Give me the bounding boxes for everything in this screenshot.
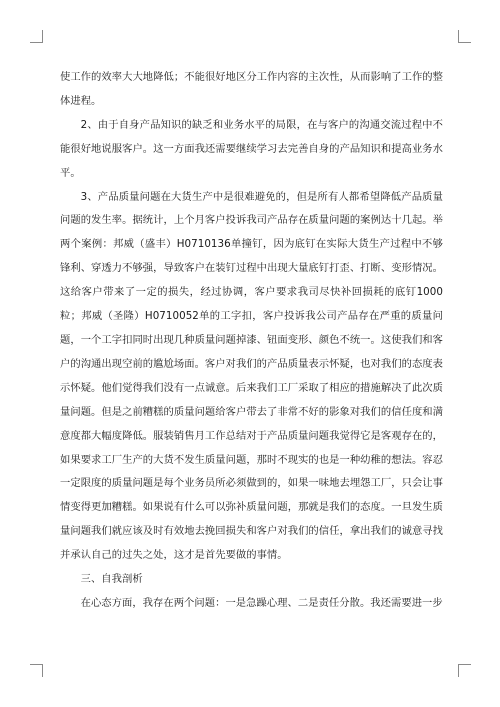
section-heading-self-analysis: 三、自我剖析 — [80, 573, 143, 586]
paragraph-continuation: 使工作的效率大大地降低；不能很好地区分工作内容的主次性，从而影响了工作的整体进程。 — [60, 71, 443, 107]
crop-mark-bottom-left — [30, 664, 43, 677]
document-body — [60, 66, 443, 616]
crop-mark-top-right — [458, 30, 471, 43]
paragraph-mindset: 在心态方面，我存在两个问题：一是急躁心理、二是责任分散。我还需要进一步 — [80, 596, 443, 609]
crop-mark-bottom-right — [458, 664, 471, 677]
paragraph-point-3: 3、产品质量问题在大货生产中是很难避免的，但是所有人都希望降低产品质量问题的发生率。据统计，上个月客户投诉我司产品存在质量问题的案例达十几起。举两个案例：邦威（盛丰）H0710136单撞钉，因为底钉在实际大货生产过程中不够锋利、穿透力不够强，导致客户在装钉过程中出现大量底钉打歪、打断、变形情况。这给客户带来了一定的损失，经过协调，客户要求我司尽快补回损耗的底钉1000粒；邦威（圣隆）H0710052单的工字扣，客户投诉我公司产品存在严重的质量问题，一个工字扣同时出现几种质量问题掉漆、钮面变形、颜色不统一。这使我们和客户的沟通出现空前的尴尬场面。客户对我们的产品质量表示怀疑，也对我们的态度表示怀疑。他们觉得我们没有一点诚意。后来我们工厂采取了相应的措施解决了此次质量问题。但是之前糟糕的质量问题给客户带去了非常不好的影象对我们的信任度和满意度都大幅度降低。服装销售月工作总结对于产品质量问题我觉得它是客观存在的，如果要求工厂生产的大货不发生质量问题，那时不现实的也是一种幼稚的想法。容忍一定限度的质量问题是每个业务员所必须做到的，如果一味地去埋怨工厂，只会让事情变得更加糟糕。如果说有什么可以弥补质量问题，那就是我们的态度。一旦发生质量问题我们就应该及时有效地去挽回损失和客户对我们的信任，拿出我们的诚意寻找并承认自己的过失之处，这才是首先要做的事情。 — [60, 190, 443, 562]
paragraph-point-2: 2、由于自身产品知识的缺乏和业务水平的局限，在与客户的沟通交流过程中不能很好地说服客户。这一方面我还需要继续学习去完善自身的产品知识和提高业务水平。 — [60, 118, 443, 179]
crop-mark-top-left — [30, 30, 43, 43]
